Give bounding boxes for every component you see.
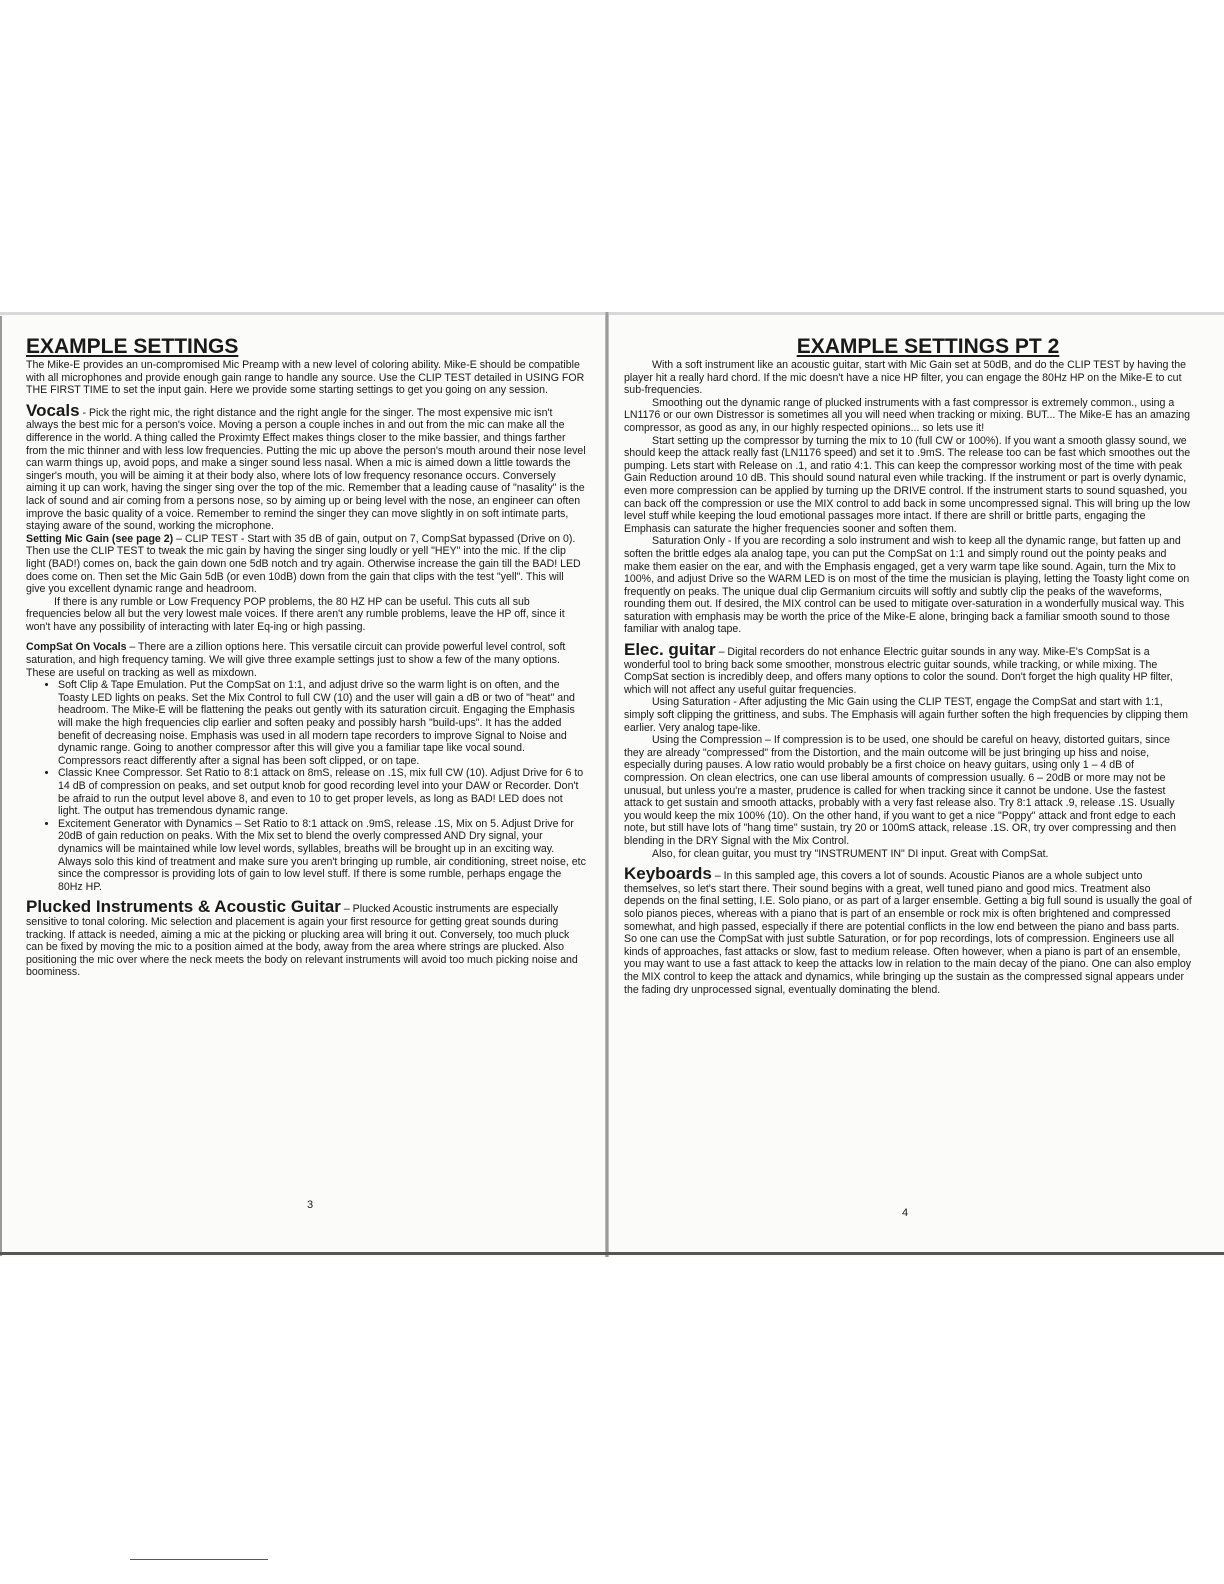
- plucked-paragraph: [26, 897, 586, 979]
- keyboards-paragraph: [624, 864, 1192, 996]
- list-item: • Classic Knee Compressor. Set Ratio to 8:1 attack on 8mS, release on .1S, mix full CW (10). Adjust Drive for 6 to 14 dB of compression on peaks, and set output knob for good recording level into your DAW or Recorder. Don't be afraid to run the output level above 8, and even to 10 to get proper levels, as long as BAD! LED does not light. The output has tremendous dynamic range.: [58, 767, 586, 817]
- page-bottom-edge: [0, 1252, 1224, 1255]
- vocals-paragraph: [26, 400, 586, 533]
- page-4: [624, 335, 1192, 996]
- paragraph: Also, for clean guitar, you must try "INSTRUMENT IN" DI input. Great with CompSat.: [652, 847, 1049, 860]
- page-left-edge: [0, 316, 2, 1256]
- page-number-4: 4: [902, 1207, 909, 1219]
- paragraph: Start setting up the compressor by turning the mix to 10 (full CW or 100%). If you want a smooth glassy sound, we should keep the attack really fast (LN1176 speed) and set it to .9mS. The release too can be fast which smoothes out the pumping. Lets start with Release on .1, and ratio 4:1. This can keep the compressor working most of the time with peak Gain Reduction around 10 dB. This should sound natural even while tracking. If the instrument or part is overly dynamic, even more compression can be applied by turning up the DRIVE control. If the instrument starts to sound squashed, you can back off the compression or use the MIX control to add back in some uncompressed signal. This will bring up the low level stuff while keeping the loud emotional passages more intact. If there are shrill or brittle parts, engaging the Emphasis can saturate the higher frequencies sooner and soften them.: [624, 434, 1191, 535]
- page-number-3: 3: [307, 1199, 314, 1211]
- plucked-text: – Plucked Acoustic instruments are especially sensitive to tonal coloring. Mic selection and placement is again your first resource for getting great sounds during tracking. If attack is needed, aiming a mic at the picking or plucking area will bring it out. Conversely, too much pluck can be fixed by moving the mic to a position aimed at the body, away from the area where strings are plucked. Also positioning the mic over where the neck meets the body on relevant instruments will avoid too much picking noise and boominess.: [26, 903, 578, 979]
- intro-paragraph: The Mike-E provides an un-compromised Mic Preamp with a new level of coloring ability. Mike-E should be compatible with all microphones and provide enough gain range to handle any source. Use the CLIP TEST detailed in USING FOR THE FIRST TIME to set the input gain. Here we provide some starting settings to get you going on any session.: [26, 359, 585, 397]
- elec-guitar-paragraph: [624, 640, 1192, 696]
- center-fold: [605, 312, 609, 1257]
- paragraph: Smoothing out the dynamic range of plucked instruments with a fast compressor is extremely common., using a LN1176 or our own Distressor is sometimes all you will need when tracking or mixing. BUT... The Mike-E has an amazing compressor, as good as any, in our highly respected opinions... so lets use it!: [624, 396, 1191, 434]
- list-item: • Excitement Generator with Dynamics – Set Ratio to 8:1 attack on .9mS, release .1S, Mix on 5. Adjust Drive for 20dB of gain reduction on peaks. With the Mix set to blend the overly compressed AND Dry signal, your dynamics will be maintained while low level words, syllables, breaths will be brought up in an exciting way. Always solo this kind of treatment and make sure you aren't bringing up rumble, air conditioning, street noise, etc since the compressor is providing lots of gain to low level stuff. If there is some rumble, perhaps engage the 80Hz HP.: [58, 818, 586, 894]
- elec-guitar-heading: Elec. guitar: [624, 640, 716, 660]
- page-top-edge: [0, 312, 1224, 315]
- mic-gain-heading: Setting Mic Gain (see page 2): [26, 532, 174, 545]
- compsat-heading: CompSat On Vocals: [26, 641, 127, 654]
- page-title: EXAMPLE SETTINGS: [26, 335, 239, 358]
- compsat-paragraph: [26, 641, 586, 679]
- vocals-text: - Pick the right mic, the right distance and the right angle for the singer. The most expensive mic isn't always the best mic for a person's voice. Moving a person a couple inches in and out from the mic can make all the difference in the world. A thing called the Proximty Effect makes things closer to the mike bassier, and things farther from the mic thinner and with less low frequencies. Putting the mic up above the person's mouth around their nose level can warm things up, avoid pops, and make a singer sound less nasal. When a mic is aimed down a little towards the singer's mouth, you will be aiming it at their body also, where lots of low frequency resonance occurs. Conversely aiming it up can work, having the singer sing over the top of the mic. Remember that a leading cause of "nasality" is the lack of sound and air coming from a persons nose, so by aiming up or being level with the nose, an engineer can often improve the basic quality of a voice. Remember to remind the singer they can move slightly in on soft intimate parts, staying aware of the sound, working the microphone.: [26, 406, 586, 533]
- vocals-heading: Vocals: [26, 400, 80, 420]
- keyboards-text: – In this sampled age, this covers a lot of sounds. Acoustic Pianos are a whole subject unto themselves, so let's start there. Their sound begins with a great, well tuned piano and good mics. Treatment also depends on the final setting, I.E. Solo piano, or as part of a larger ensemble. Getting a big full sound is usually the goal of solo pianos pieces, whereas with a piano that is part of an ensemble or rock mix is often brightened and compressed somewhat, and high passed, especially if there are potential conflicts in the low end between the piano and bass parts. So one can use the CompSat with just subtle Saturation, or for pop recordings, lots of compression. Engineers use all kinds of approaches, fast attacks or slow, fast to medium release. Often however, when a piano is part of an ensemble, you may want to use a fast attack to keep the attacks low in relation to the main decay of the piano. One can also employ the MIX control to keep the attack and dynamics, while bringing up the sustain as the compressed signal appears under the fading dry unprocessed signal, eventually dominating the blend.: [624, 870, 1192, 996]
- paragraph: Using Saturation - After adjusting the Mic Gain using the CLIP TEST, engage the CompSat and start with 1:1, simply soft clipping the grittiness, and subs. The Emphasis will again further soften the high frequencies by clipping them earlier. Very analog tape-like.: [624, 696, 1188, 734]
- elec-guitar-text: – Digital recorders do not enhance Electric guitar sounds in any way. Mike-E's CompSat is a wonderful tool to bring back some smoother, monstrous electric guitar sounds, while tracking, or while mixing. The CompSat section is incredibly deep, and offers many options to color the sound. Don't forget the high quality HP filter, which will not affect any useful guitar frequencies.: [624, 646, 1173, 696]
- rumble-paragraph: If there is any rumble or Low Frequency POP problems, the 80 HZ HP can be useful. This cuts all sub frequencies below all but the very lowest male voices. If there aren't any rumble problems, leave the HP off, since it won't have any possibility of interacting with later Eq-ing or high passing.: [26, 595, 565, 633]
- list-item: • Soft Clip & Tape Emulation. Put the CompSat on 1:1, and adjust drive so the warm light is on often, and the Toasty LED lights on peaks. Set the Mix Control to full CW (10) and the user will gain a dB or two of "heat" and headroom. The Mike-E will be flattening the peaks out gently with its saturation circuit. Engaging the Emphasis will make the high frequencies clip earlier and soften peaky and possibly harsh "build-ups". It has the added benefit of decreasing noise. Emphasis was used in all modern tape recorders to improve Signal to Noise and dynamic range. Going to another compressor after this will give you a familiar tape like vocal sound. Compressors react differently after a signal has been soft clipped, or on tape.: [58, 679, 586, 767]
- compsat-text: – There are a zillion options here. This versatile circuit can provide powerful level control, soft saturation, and high frequency taming. We will give three example settings just to show a few of the many options. These are useful on tracking as well as mixdown.: [26, 641, 566, 679]
- paragraph: Using the Compression – If compression is to be used, one should be careful on heavy, distorted guitars, since they are already "compressed" from the Distortion, and the main outcome will be just bringing up hiss and noise, especially during pauses. A low ratio would probably be a first choice on heavy guitars, using only 1 – 4 dB of compression. On clean electrics, one can use liberal amounts of compression usually. 6 – 20dB or more may not be unusual, but unless you're a master, prudence is called for when tracking since it cannot be undone. Use the fastest attack to get sustain and smooth attacks, probably with a very fast release also. Try 8:1 attack .9, release .1S. Usually you would keep the mix 100% (10). On the other hand, if you want to get a nice "Poppy" attack and front edge to each note, but still have lots of "hang time" sustain, try 20 or 100mS attack, release .1S. OR, try over compressing and then blending in the DRY Signal with the Mix Control.: [624, 734, 1177, 847]
- plucked-heading: Plucked Instruments & Acoustic Guitar: [26, 897, 341, 917]
- blue-margin-line: [130, 1559, 268, 1560]
- page-3: [26, 335, 586, 979]
- keyboards-heading: Keyboards: [624, 864, 712, 884]
- paragraph: Saturation Only - If you are recording a solo instrument and wish to keep all the dynamic range, but fatten up and soften the brittle edges ala analog tape, you can put the CompSat on 1:1 and simply round out the pointy peaks and make them easier on the ear, and with the Emphasis engaged, get a very warm tape like sound. Again, turn the Mix to 100%, and adjust Drive so the WARM LED is on most of the time the musician is playing, letting the Toasty light come on frequently on peaks. The unique dual clip Germanium circuits will softly and subtly clip the peaks of the waveforms, rounding them out. If desired, the MIX control can be used to mitigate over-saturation in a wonderfully musical way. This saturation with emphasis may be worth the price of the Mike-E alone, bringing back a familiar smooth sound to those familiar with analog tape.: [624, 535, 1190, 636]
- compsat-options-list: [26, 679, 586, 893]
- mic-gain-paragraph: [26, 533, 586, 596]
- mic-gain-text: – CLIP TEST - Start with 35 dB of gain, output on 7, CompSat bypassed (Drive on 0). Then use the CLIP TEST to tweak the mic gain by having the singer sing loudly or yell "HEY" into the mic. If the clip light (BAD!) comes on, back the gain down one 5dB notch and try again. Otherwise increase the gain till the BAD! LED does come on. Then set the Mic Gain 5dB (or even 10dB) down from the gain that clips with the test "yell". This will give you excellent dynamic range and headroom.: [26, 532, 581, 596]
- page-title-pt2: EXAMPLE SETTINGS PT 2: [796, 335, 1060, 358]
- paragraph: With a soft instrument like an acoustic guitar, start with Mic Gain set at 50dB, and do the CLIP TEST by having the player hit a really hard chord. If the mic doesn't have a nice HP filter, you can engage the 80Hz HP on the Mike-E to cut sub-frequencies.: [624, 359, 1187, 397]
